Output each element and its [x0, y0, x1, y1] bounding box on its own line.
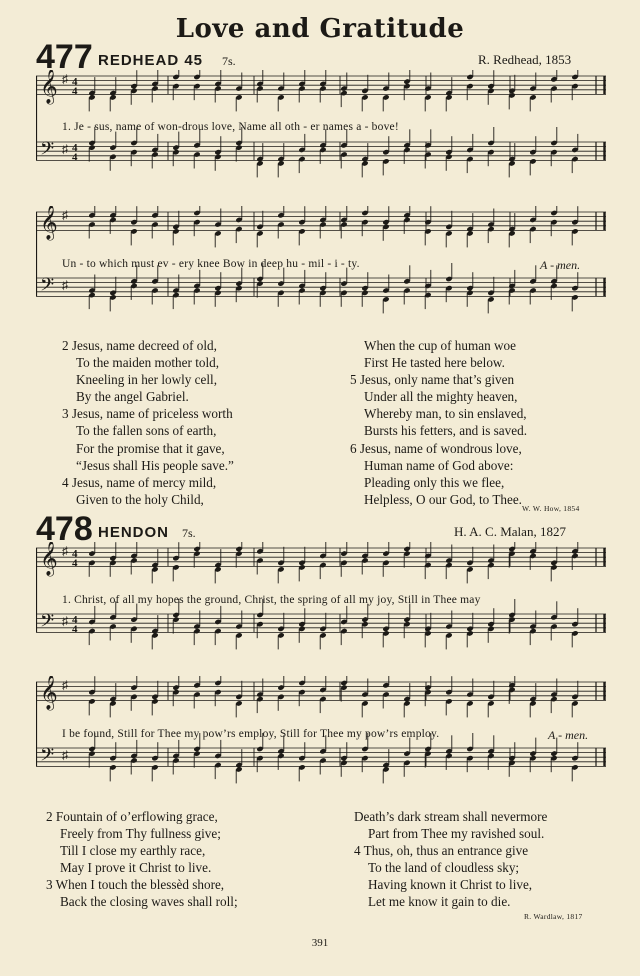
verse-line: Let me know it gain to die.	[368, 894, 511, 910]
key-signature-icon: ♯	[62, 614, 68, 628]
time-signature-bottom: 4	[72, 557, 78, 570]
hymn-477-author: W. W. How, 1854	[522, 504, 580, 513]
verse-line: Human name of God above:	[364, 457, 514, 473]
verse-line: Back the closing waves shall roll;	[60, 894, 238, 910]
hymn-477-meter: 7s.	[222, 54, 236, 68]
hymn-478-verses-right	[354, 808, 547, 911]
verse-line: To the maiden mother told,	[76, 355, 220, 371]
key-signature-icon: ♯	[62, 544, 68, 558]
verse-line: Pleading only this we flee,	[364, 474, 505, 490]
treble-clef-icon: 𝄞	[40, 70, 58, 104]
verse-line: Kneeling in her lowly cell,	[76, 372, 217, 388]
treble-clef-icon: 𝄞	[40, 542, 58, 576]
time-signature-top: 4	[72, 142, 78, 154]
hymn-478-tune-name: HENDON	[98, 524, 170, 541]
hymn-477-verses-left	[62, 337, 234, 508]
hymn-478-meter: 7s.	[182, 526, 196, 540]
verse-line: 4 Thus, oh, thus an entrance give	[354, 843, 529, 859]
hymn-477-tune-name: REDHEAD 45	[98, 52, 204, 69]
hymn-477-composer: R. Redhead, 1853	[478, 52, 572, 67]
verse-line: By the angel Gabriel.	[76, 389, 189, 405]
verse-line: Helpless, O our God, to Thee.	[364, 491, 522, 507]
verse-line: To the fallen sons of earth,	[76, 423, 217, 439]
verse-line: “Jesus shall His people save.”	[76, 457, 234, 473]
time-signature-bottom: 4	[72, 85, 78, 98]
hymn-477-number: 477	[36, 38, 93, 76]
verse-line: Under all the mighty heaven,	[364, 389, 518, 405]
verse-line: May I prove it Christ to live.	[60, 860, 212, 876]
time-signature-top: 4	[72, 548, 78, 560]
verse-line: To the land of cloudless sky;	[368, 860, 520, 876]
verse-line: Freely from Thy fullness give;	[60, 826, 221, 842]
key-signature-icon: ♯	[62, 278, 68, 292]
time-signature-bottom: 4	[72, 151, 78, 164]
key-signature-icon: ♯	[62, 72, 68, 86]
bass-clef-icon: 𝄢	[40, 275, 55, 300]
verse-line: 2 Fountain of o’erflowing grace,	[46, 809, 218, 824]
key-signature-icon: ♯	[62, 678, 68, 692]
verse-line: Given to the holy Child,	[76, 491, 204, 507]
hymn-478-lyrics-line-2: I be found, Still for Thee my pow’rs employ, Still for Thee my pow’rs employ.	[62, 728, 440, 740]
hymn-477-verses-right	[350, 337, 527, 508]
hymn-478-author: R. Wardlaw, 1817	[524, 912, 583, 921]
verse-line: When the cup of human woe	[364, 338, 516, 353]
bass-clef-icon: 𝄢	[40, 745, 55, 770]
verse-line: First He tasted here below.	[364, 355, 505, 371]
treble-clef-icon: 𝄞	[40, 206, 58, 240]
verse-line: For the promise that it gave,	[76, 440, 225, 456]
hymn-478-lyrics-line-1: 1. Christ, of all my hopes the ground, Christ, the spring of all my joy, Still in Thee may	[62, 594, 481, 606]
verse-line: Death’s dark stream shall nevermore	[354, 809, 548, 824]
page-number: 391	[311, 937, 329, 949]
verse-line: Bursts his fetters, and is saved.	[364, 423, 527, 439]
verse-line: 4 Jesus, name of mercy mild,	[62, 474, 217, 490]
hymn-478-composer: H. A. C. Malan, 1827	[454, 524, 566, 539]
hymn-478-amen: A - men.	[548, 728, 589, 742]
key-signature-icon: ♯	[62, 208, 68, 222]
hymn-477-lyrics-line-2: Un - to which must ev - ery knee Bow in deep hu - mil - i - ty.	[62, 258, 360, 270]
verse-line: 6 Jesus, name of wondrous love,	[350, 440, 522, 456]
verse-line: 2 Jesus, name decreed of old,	[62, 338, 217, 353]
hymn-478-number: 478	[36, 510, 93, 548]
verse-line: 5 Jesus, only name that’s given	[350, 372, 515, 388]
verse-line: Whereby man, to sin enslaved,	[364, 406, 527, 422]
section-title: Love and Gratitude	[175, 14, 465, 44]
bass-clef-icon: 𝄢	[40, 611, 55, 636]
time-signature-bottom: 4	[72, 623, 78, 636]
hymn-477-lyrics-line-1: 1. Je - sus, name of won-drous love, Name all oth - er names a - bove!	[62, 121, 399, 133]
verse-line: Till I close my earthly race,	[60, 843, 206, 859]
verse-line: Part from Thee my ravished soul.	[368, 826, 545, 842]
treble-clef-icon: 𝄞	[40, 676, 58, 710]
verse-line: 3 Jesus, name of priceless worth	[62, 406, 233, 422]
key-signature-icon: ♯	[62, 142, 68, 156]
verse-line: 3 When I touch the blessèd shore,	[46, 877, 225, 893]
bass-clef-icon: 𝄢	[40, 139, 55, 164]
hymn-478-verses-left	[46, 808, 238, 911]
hymn-477-amen: A - men.	[540, 258, 581, 272]
key-signature-icon: ♯	[62, 748, 68, 762]
time-signature-top: 4	[72, 76, 78, 88]
verse-line: Having known it Christ to live,	[368, 877, 533, 893]
time-signature-top: 4	[72, 614, 78, 626]
